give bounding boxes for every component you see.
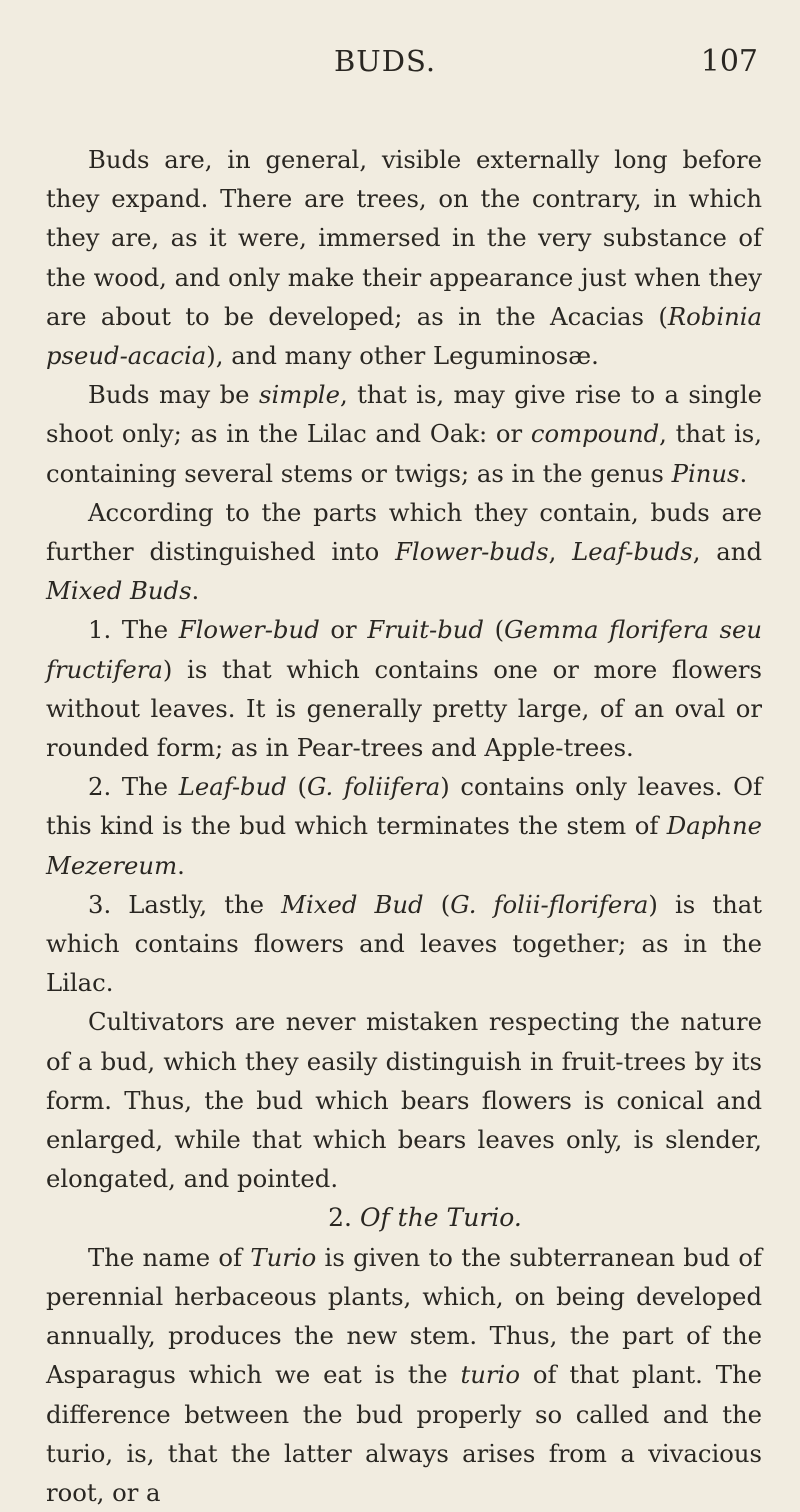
italic-term: Turio bbox=[250, 1242, 317, 1272]
italic-term: Pinus bbox=[671, 458, 740, 488]
italic-term: Of the Turio. bbox=[359, 1203, 522, 1233]
paragraph-leaf-bud: 2. The Leaf-bud (G. foliifera) contains only leaves. Of this kind is the bud which terminates the stem of Daphne Mezereum. bbox=[46, 772, 762, 880]
paragraph-mixed-bud: 3. Lastly, the Mixed Bud (G. folii-florifera) is that which contains flowers and leaves together; as in the Lilac. bbox=[46, 889, 762, 998]
italic-term: compound bbox=[530, 419, 660, 449]
paragraph-bud-kinds: According to the parts which they contain, buds are further distinguished into Flower-buds, Leaf-buds, and Mixed Buds. bbox=[46, 497, 762, 606]
running-head bbox=[46, 44, 762, 84]
italic-term: Leaf-bud bbox=[178, 772, 287, 802]
italic-term: simple bbox=[258, 380, 340, 410]
italic-term: Gemma florifera seu fructifera bbox=[46, 615, 762, 684]
body-text bbox=[46, 140, 762, 1512]
paragraph-buds-general: Buds are, in general, visible externally long before they expand. There are trees, on the contrary, in which they are, as it were, immersed in the very substance of the wood, and only make their appearance just when they are about to be developed; as in the Acacias (Robinia pseud-acacia), and many other Leguminosæ. bbox=[46, 145, 762, 371]
page-number: 107 bbox=[700, 44, 758, 79]
italic-term: G. foliifera bbox=[306, 772, 441, 802]
italic-term: Mixed Bud bbox=[281, 889, 424, 919]
italic-term: Flower-buds bbox=[395, 537, 549, 567]
italic-term: turio bbox=[460, 1360, 520, 1390]
running-title: BUDS. bbox=[334, 44, 437, 78]
italic-term: Daphne Mezereum bbox=[46, 811, 762, 880]
section-heading: 2. Of the Turio. bbox=[328, 1203, 522, 1233]
italic-term: Leaf-buds bbox=[572, 537, 693, 567]
paragraph-flower-bud: 1. The Flower-bud or Fruit-bud (Gemma florifera seu fructifera) is that which contains one or more flowers without leaves. It is generally pretty large, of an oval or rounded form; as in Pear-trees and Apple-trees. bbox=[46, 615, 762, 763]
paragraph-simple-compound: Buds may be simple, that is, may give rise to a single shoot only; as in the Lilac and Oak: or compound, that is, containing several stems or twigs; as in the genus Pinus. bbox=[46, 380, 763, 488]
italic-term: Fruit-bud bbox=[367, 615, 484, 645]
italic-term: G. folii-florifera bbox=[450, 889, 649, 919]
italic-term: Robinia pseud-acacia bbox=[46, 301, 762, 371]
paragraph-cultivators: Cultivators are never mistaken respecting the nature of a bud, which they easily distinguish in fruit-trees by its form. Thus, the bud which bears flowers is conical and enlarged, while that which bears leaves only, is slender, elongated, and pointed. bbox=[46, 1007, 762, 1194]
italic-term: Mixed Buds bbox=[46, 576, 192, 606]
paragraph-turio: The name of Turio is given to the subterranean bud of perennial herbaceous plants, which, on being developed annually, produces the new stem. Thus, the part of the Asparagus which we eat is the turio of that plant. The difference between the bud properly so called and the turio, is, that the latter always arises from a vivacious root, or a bbox=[46, 1242, 762, 1507]
italic-term: Flower-bud bbox=[178, 615, 320, 645]
